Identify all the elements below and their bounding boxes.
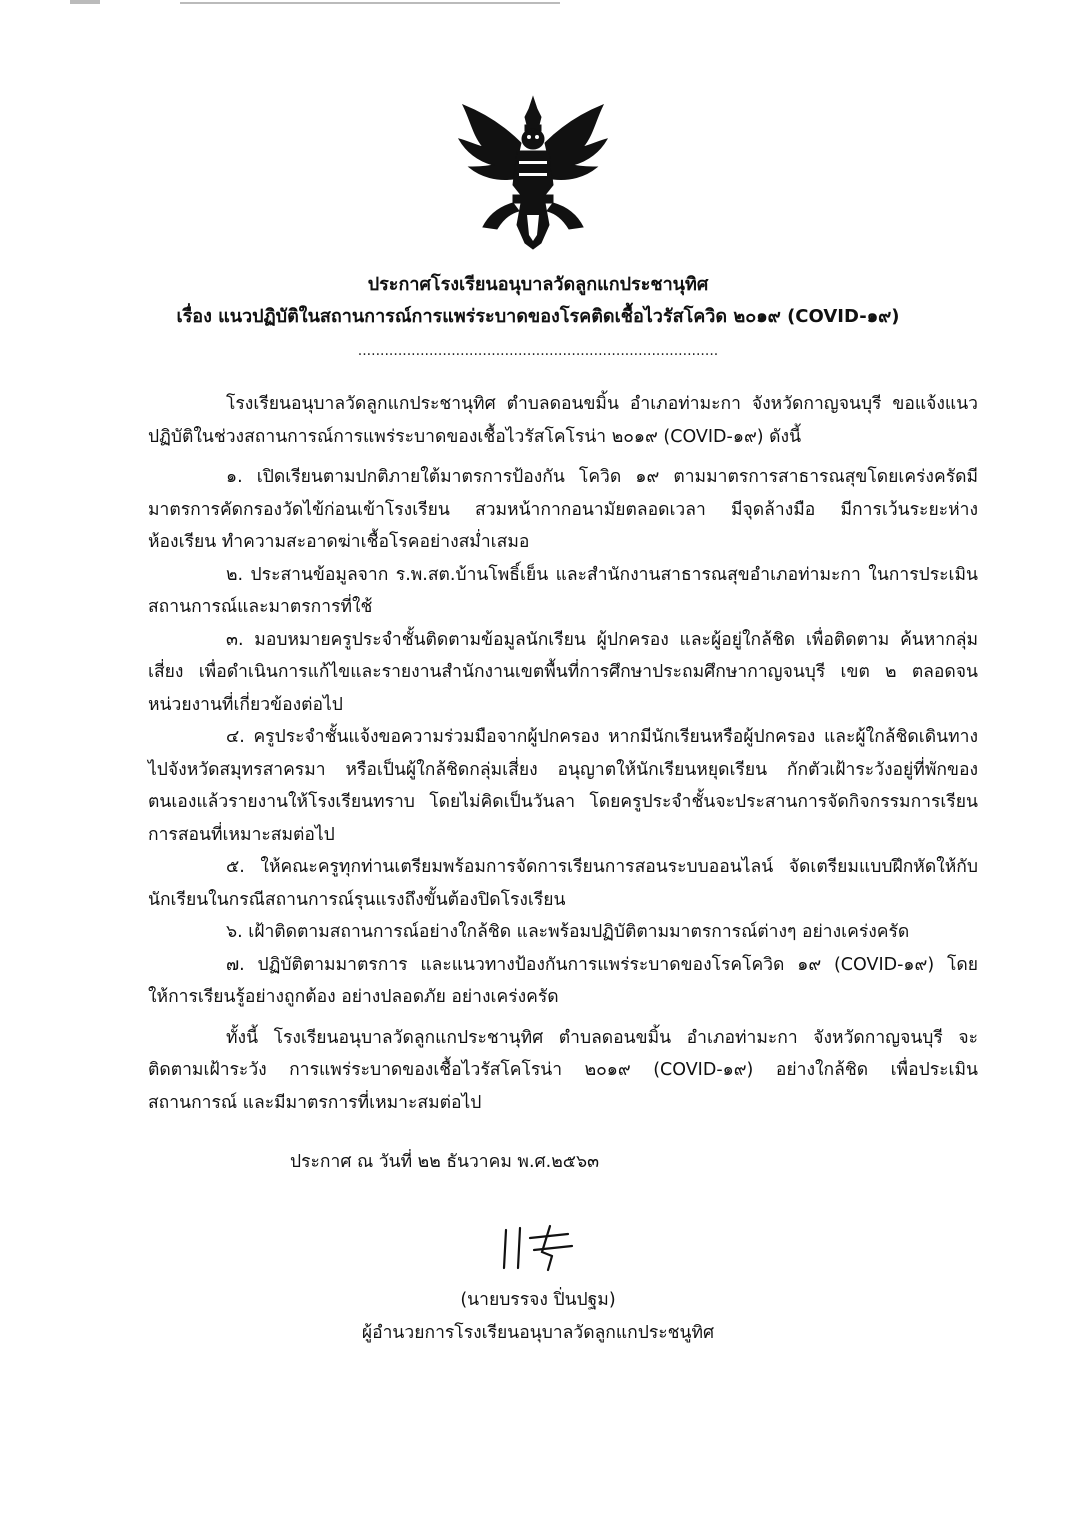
list-item: ๓. มอบหมายครูประจำชั้นติดตามข้อมูลนักเรียน ผู้ปกครอง และผู้อยู่ใกล้ชิด เพื่อติดตาม ค้นหากลุ่มเสี่ยง เพื่อดำเนินการแก้ไขและรายงานสำนักงานเขตพื้นที่การศึกษาประถมศึกษากาญจนบุรี เขต ๒ ตลอดจนหน่วยงานที่เกี่ยวข้องต่อไป: [148, 629, 978, 715]
separator-line: .................................................................................: [357, 343, 719, 359]
announcement-date: ประกาศ ณ วันที่ ๒๒ ธันวาคม พ.ศ.๒๕๖๓: [290, 1152, 600, 1172]
list-item: ๕. ให้คณะครูทุกท่านเตรียมพร้อมการจัดการเรียนการสอนระบบออนไลน์ จัดเตรียมแบบฝึกหัดให้กับนักเรียนในกรณีสถานการณ์รุนแรงถึงขั้นต้องปิดโรงเรียน: [148, 857, 978, 910]
list-item: ๔. ครูประจำชั้นแจ้งขอความร่วมมือจากผู้ปกครอง หากมีนักเรียนหรือผู้ปกครอง และผู้ใกล้ชิดเดินทางไปจังหวัดสมุทรสาครมา หรือเป็นผู้ใกล้ชิดกลุ่มเสี่ยง อนุญาตให้นักเรียนหยุดเรียน กักตัวเฝ้าระวังอยู่ที่พักของตนเองแล้วรายงานให้โรงเรียนทราบ โดยไม่คิดเป็นวันลา โดยครูประจำชั้นจะประสานการจัดกิจกรรมการเรียนการสอนที่เหมาะสมต่อไป: [148, 727, 978, 845]
document-subject: เรื่อง แนวปฏิบัติในสถานการณ์การแพร่ระบาดของโรคติดเชื้อไวรัสโควิด ๒๐๑๙ (COVID-๑๙): [176, 306, 900, 327]
signature-icon: [492, 1222, 602, 1272]
garuda-emblem-icon: [453, 95, 613, 250]
signer-position: ผู้อำนวยการโรงเรียนอนุบาลวัดลูกแกประชนูทิศ: [361, 1323, 715, 1343]
document-title: ประกาศโรงเรียนอนุบาลวัดลูกแกประชานุทิศ: [367, 274, 709, 295]
signer-name: (นายบรรจง ปิ่นปฐม): [460, 1290, 616, 1310]
scan-artifact: [70, 0, 100, 4]
document-body: [148, 388, 978, 1119]
closing-paragraph: ทั้งนี้ โรงเรียนอนุบาลวัดลูกแกประชานุทิศ ตำบลดอนขมิ้น อำเภอท่ามะกา จังหวัดกาญจนบุรี จะติดตามเฝ้าระวัง การแพร่ระบาดของเชื้อไวรัสโคโรน่า ๒๐๑๙ (COVID-๑๙) อย่างใกล้ชิด เพื่อประเมินสถานการณ์ และมีมาตรการที่เหมาะสมต่อไป: [148, 1027, 978, 1113]
intro-paragraph: โรงเรียนอนุบาลวัดลูกแกประชานุทิศ ตำบลดอนขมิ้น อำเภอท่ามะกา จังหวัดกาญจนบุรี ขอแจ้งแนวปฏิบัติในช่วงสถานการณ์การแพร่ระบาดของเชื้อไวรัสโคโรน่า ๒๐๑๙ (COVID-๑๙) ดังนี้: [148, 394, 978, 447]
list-item: ๑. เปิดเรียนตามปกติภายใต้มาตรการป้องกัน โควิด ๑๙ ตามมาตรการสาธารณสุขโดยเคร่งครัดมีมาตรการคัดกรองวัดไข้ก่อนเข้าโรงเรียน สวมหน้ากากอนามัยตลอดเวลา มีจุดล้างมือ มีการเว้นระยะห่างห้องเรียน ทำความสะอาดฆ่าเชื้อโรคอย่างสม่ำเสมอ: [148, 467, 978, 552]
list-item: ๒. ประสานข้อมูลจาก ร.พ.สต.บ้านโพธิ์เย็น และสำนักงานสาธารณสุขอำเภอท่ามะกา ในการประเมินสถานการณ์และมาตรการที่ใช้: [148, 564, 978, 617]
list-item: ๖. เฝ้าติดตามสถานการณ์อย่างใกล้ชิด และพร้อมปฏิบัติตามมาตรการณ์ต่างๆ อย่างเคร่งครัด: [226, 922, 910, 942]
scan-artifact: [180, 2, 560, 4]
list-item: ๗. ปฏิบัติตามมาตรการ และแนวทางป้องกันการแพร่ระบาดของโรคโควิด ๑๙ (COVID-๑๙) โดยให้การเรียนรู้อย่างถูกต้อง อย่างปลอดภัย อย่างเคร่งครัด: [148, 954, 978, 1007]
